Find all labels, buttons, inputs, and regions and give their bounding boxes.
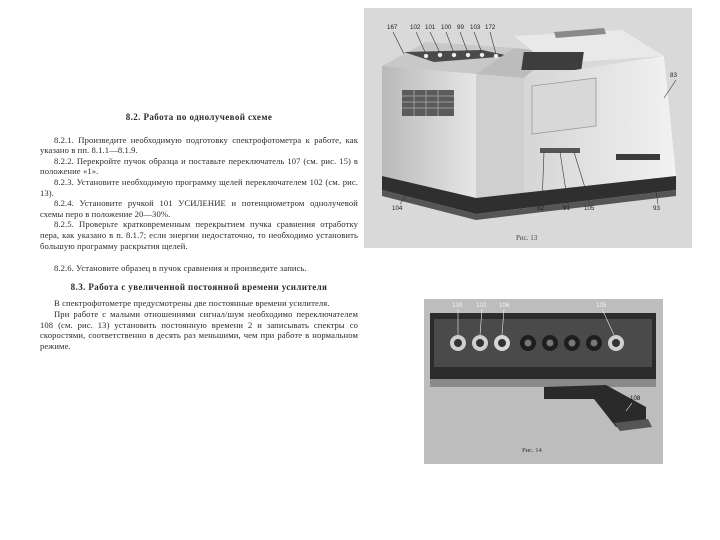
callout-label: 172 xyxy=(485,24,496,31)
callout-label: 91 xyxy=(563,205,570,212)
document-text-page xyxy=(40,112,358,351)
callout-label: 105 xyxy=(584,205,595,212)
paragraph: 8.2.6. Установите образец в пучок сравнения и произведите запись. xyxy=(54,263,307,274)
section-title: 8.2. Работа по однолучевой схеме xyxy=(125,112,273,122)
callout-label: 105 xyxy=(596,302,607,309)
callout-label: 83 xyxy=(670,72,677,79)
callout-label: 104 xyxy=(392,205,403,212)
paragraph: В спектрофотометре предусмотрены две постоянные времени усилителя. xyxy=(54,298,330,309)
paragraph: 8.2.2. Перекройте пучок образца и поставьте переключатель 107 (см. рис. 15) в положение «1». xyxy=(40,155,358,177)
callout-label: 102 xyxy=(476,302,487,309)
spectrophotometer-illustration xyxy=(364,8,692,248)
callout-label: 108 xyxy=(630,395,641,402)
paragraph: 8.2.4. Установите ручкой 101 УСИЛЕНИЕ и потенциометром однолучевой схемы перо в положение 20—30%. xyxy=(40,198,358,219)
callout-label: 103 xyxy=(470,24,481,31)
control-panel-illustration xyxy=(424,299,663,464)
callout-label: 100 xyxy=(452,302,463,309)
paragraph: При работе с малыми отношениями сигнал/шум необходимо переключателем 108 (см. рис. 13) установить постоянную времени 2 и записывать спектры со скоростями, соответственно в десять раз меньшими, чем при работе в нормальном режиме. xyxy=(40,308,358,351)
callout-label: 101 xyxy=(425,24,436,31)
figure-caption: Рис. 14 xyxy=(522,447,542,454)
spectrophotometer-figure xyxy=(364,8,692,248)
paragraph: 8.2.3. Установите необходимую программу щелей переключателем 102 (см. рис. 13). xyxy=(40,176,358,198)
control-panel-figure xyxy=(424,299,663,464)
callout-label: 99 xyxy=(457,24,464,31)
callout-label: 100 xyxy=(441,24,452,31)
paragraph: 8.2.1. Произведите необходимую подготовку спектрофотометра к работе, как указано в пп. 8.1.1—8.1.9. xyxy=(40,134,358,156)
figure-caption: Рис. 13 xyxy=(516,234,538,242)
callout-label: 92 xyxy=(537,205,544,212)
callout-label: 102 xyxy=(410,24,421,31)
callout-label: 106 xyxy=(499,302,510,309)
callout-label: 93 xyxy=(653,205,660,212)
callout-label: 167 xyxy=(387,24,398,31)
paragraph: 8.2.5. Проверьте кратковременным перекрытием пучка сравнения отработку пера, как указано в п. 8.1.7; если энергии недостаточно, то необходимо установить большую программу раскрытия щелей. xyxy=(40,219,358,251)
section-title: 8.3. Работа с увеличенной постоянной времени усилителя xyxy=(70,281,328,292)
